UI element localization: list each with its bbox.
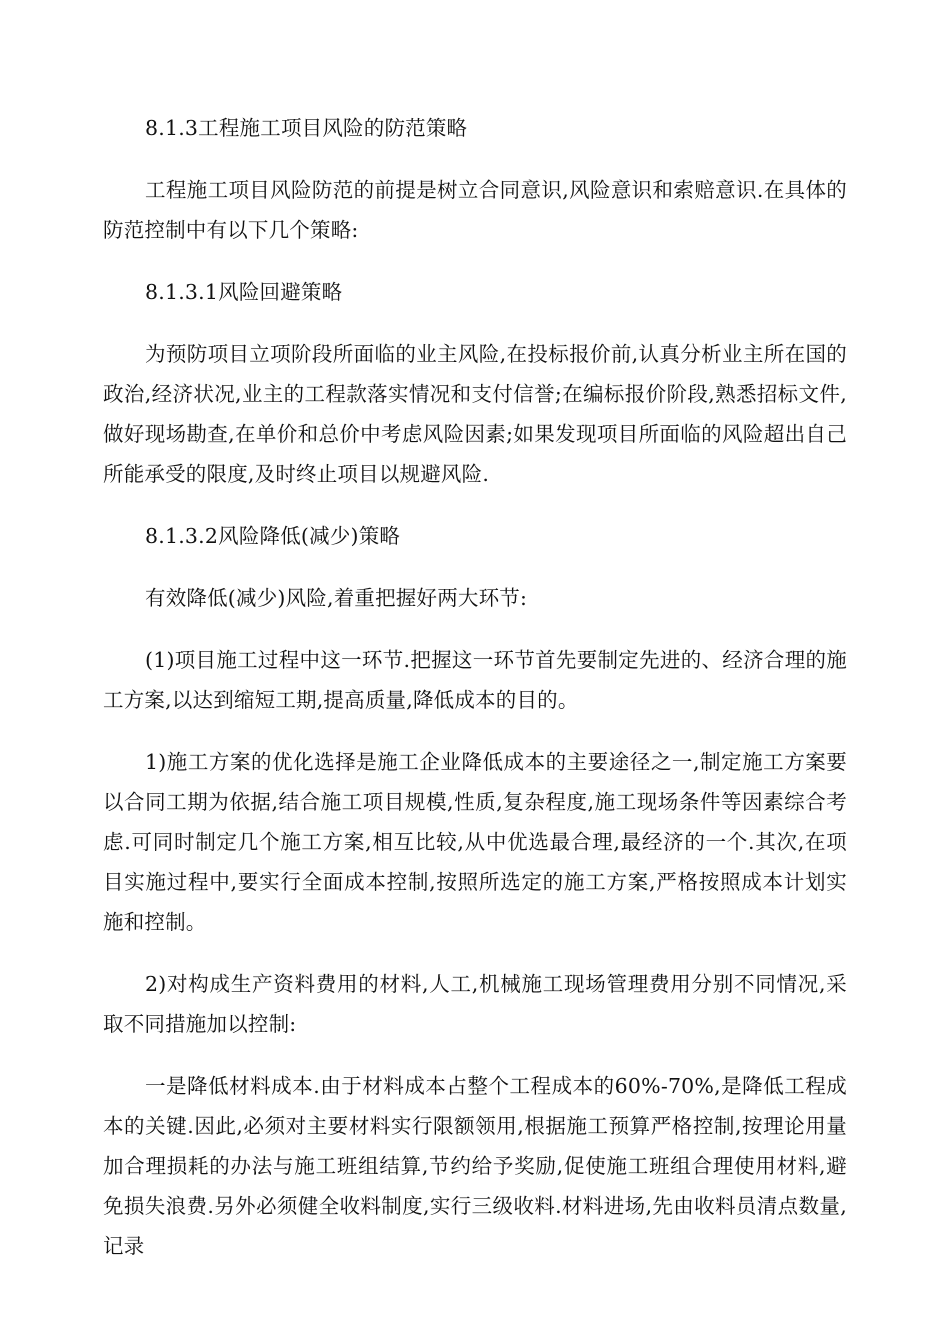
section-heading-8-1-3-1: 8.1.3.1风险回避策略 [145, 280, 343, 304]
section-heading-8-1-3-2: 8.1.3.2风险降低(减少)策略 [145, 524, 401, 548]
paragraph-item-1: (1)项目施工过程中这一环节.把握这一环节首先要制定先进的、经济合理的施工方案,以达到缩短工期,提高质量,降低成本的目的。 [103, 648, 847, 712]
paragraph-subitem-1: 1)施工方案的优化选择是施工企业降低成本的主要途径之一,制定施工方案要以合同工期为依据,结合施工项目规模,性质,复杂程度,施工现场条件等因素综合考虑.可同时制定几个施工方案,相互比较,从中优选最合理,最经济的一个.其次,在项目实施过程中,要实行全面成本控制,按照所选定的施工方案,严格按照成本计划实施和控制。 [103, 750, 847, 934]
paragraph-subitem-2: 2)对构成生产资料费用的材料,人工,机械施工现场管理费用分别不同情况,采取不同措施加以控制: [103, 972, 847, 1036]
paragraph-risk-reduction-intro: 有效降低(减少)风险,着重把握好两大环节: [145, 586, 528, 610]
paragraph-material-cost: 一是降低材料成本.由于材料成本占整个工程成本的60%-70%,是降低工程成本的关键.因此,必须对主要材料实行限额领用,根据施工预算严格控制,按理论用量加合理损耗的办法与施工班组结算,节约给予奖励,促使施工班组合理使用材料,避免损失浪费.另外必须健全收料制度,实行三级收料.材料进场,先由收料员清点数量,记录 [103, 1074, 847, 1258]
paragraph-risk-avoidance: 为预防项目立项阶段所面临的业主风险,在投标报价前,认真分析业主所在国的政治,经济状况,业主的工程款落实情况和支付信誉;在编标报价阶段,熟悉招标文件,做好现场勘查,在单价和总价中考虑风险因素;如果发现项目所面临的风险超出自己所能承受的限度,及时终止项目以规避风险. [103, 342, 847, 486]
document-body [103, 108, 847, 1288]
paragraph-intro: 工程施工项目风险防范的前提是树立合同意识,风险意识和索赔意识.在具体的防范控制中有以下几个策略: [103, 178, 847, 242]
section-heading-8-1-3: 8.1.3工程施工项目风险的防范策略 [145, 116, 468, 140]
